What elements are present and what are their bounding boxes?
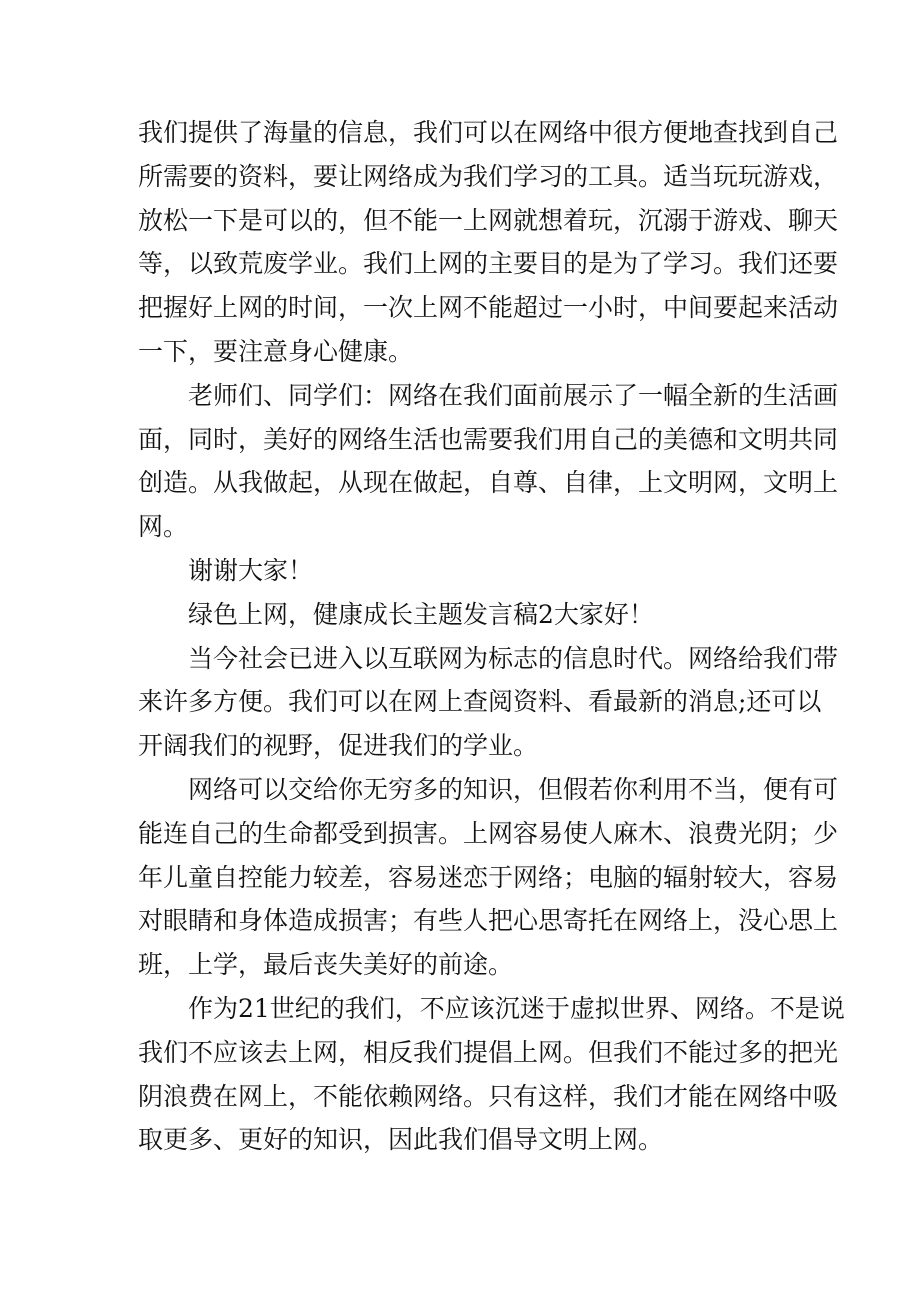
- text-line: 我们提供了海量的信息，我们可以在网络中很方便地查找到自己: [138, 118, 839, 147]
- text-line: 放松一下是可以的，但不能一上网就想着玩，沉溺于游戏、聊天: [138, 205, 839, 235]
- text-line: 我们不应该去上网，相反我们提倡上网。但我们不能过多的把光: [138, 1037, 839, 1067]
- text-line: 来许多方便。我们可以在网上查阅资料、看最新的消息;还可以: [138, 687, 822, 717]
- text-line: 阴浪费在网上，不能依赖网络。只有这样，我们才能在网络中吸: [138, 1081, 839, 1111]
- text-line: 年儿童自控能力较差，容易迷恋于网络；电脑的辐射较大，容易: [138, 862, 839, 892]
- text-line: 网。: [138, 512, 189, 542]
- text-line: 创造。从我做起，从现在做起，自尊、自律，上文明网，文明上: [138, 468, 839, 498]
- paragraph-first-line: 当今社会已进入以互联网为标志的信息时代。网络给我们带: [188, 643, 839, 673]
- document-body: [138, 111, 845, 1162]
- paragraph-first-line: 老师们、同学们：网络在我们面前展示了一幅全新的生活画: [188, 380, 839, 410]
- text-line: 开阔我们的视野，促进我们的学业。: [138, 731, 539, 761]
- text-line: 一下，要注意身心健康。: [138, 336, 414, 366]
- paragraph-first-line: 网络可以交给你无穷多的知识，但假若你利用不当，便有可: [188, 774, 839, 804]
- text-line: 等，以致荒废学业。我们上网的主要目的是为了学习。我们还要: [138, 249, 839, 279]
- section-heading-line: 绿色上网，健康成长主题发言稿2大家好！: [188, 599, 654, 629]
- text-line: 能连自己的生命都受到损害。上网容易使人麻木、浪费光阴；少: [138, 818, 839, 848]
- text-line: 所需要的资料，要让网络成为我们学习的工具。适当玩玩游戏，: [138, 161, 839, 191]
- text-line: 对眼睛和身体造成损害；有些人把心思寄托在网络上，没心思上: [138, 906, 839, 936]
- text-line: 取更多、更好的知识，因此我们倡导文明上网。: [138, 1125, 664, 1155]
- text-line: 面，同时，美好的网络生活也需要我们用自己的美德和文明共同: [138, 424, 839, 454]
- thanks-line: 谢谢大家！: [188, 555, 314, 585]
- paragraph-first-line: 作为21世纪的我们，不应该沉迷于虚拟世界、网络。不是说: [188, 993, 845, 1023]
- text-line: 把握好上网的时间，一次上网不能超过一小时，中间要起来活动: [138, 293, 839, 323]
- text-line: 班，上学，最后丧失美好的前途。: [138, 950, 514, 980]
